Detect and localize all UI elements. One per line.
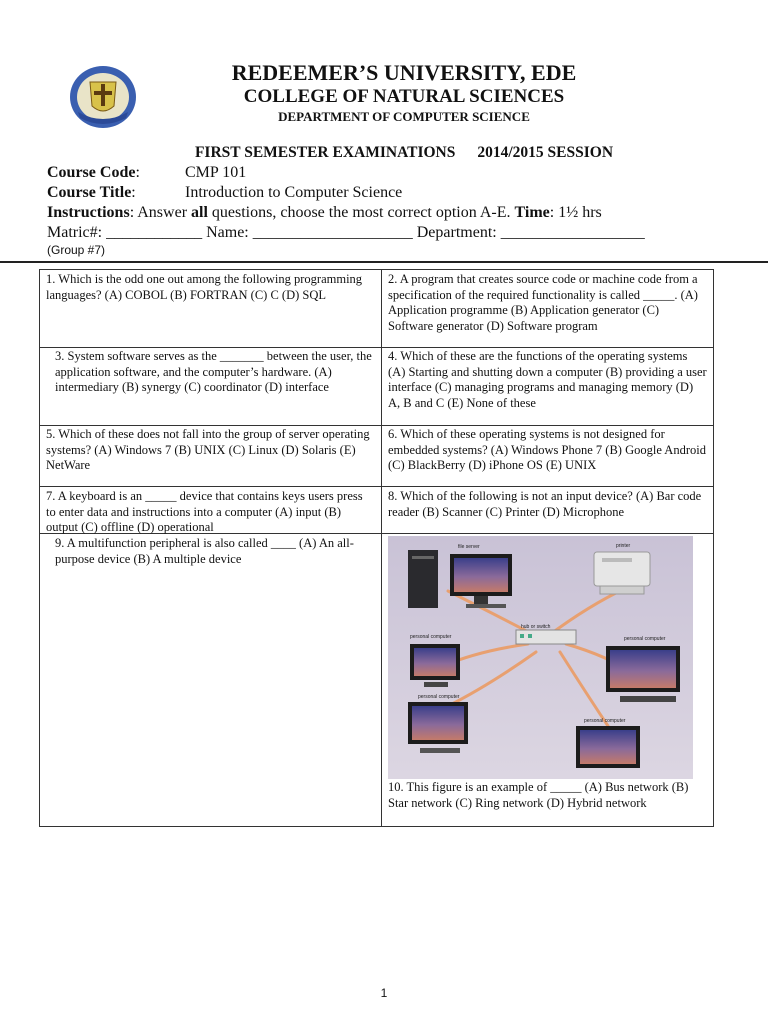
exam-session: 2014/2015 SESSION xyxy=(477,144,614,161)
course-title-line: Course Title: Introduction to Computer Science xyxy=(47,184,403,201)
page-number: 1 xyxy=(380,986,388,1000)
question-3: 3. System software serves as the _______ between the user, the application software, and the computer’s hardware. (A) intermediary (B) synergy (C) coordinator (D) interface xyxy=(55,349,372,394)
exam-title xyxy=(20,144,768,162)
header-rule xyxy=(0,261,768,263)
student-info-line: Matric#: ____________ Name: ____________________ Department: __________________ xyxy=(47,224,645,241)
time-label: Time xyxy=(514,204,550,221)
instructions-label: Instructions xyxy=(47,204,130,221)
figure-label-pc-4: personal computer xyxy=(584,718,626,724)
course-code-value: CMP 101 xyxy=(185,164,247,181)
college-name: COLLEGE OF NATURAL SCIENCES xyxy=(243,86,565,107)
figure-label-pc-1: personal computer xyxy=(410,634,452,640)
question-6: 6. Which of these operating systems is not designed for embedded systems? (A) Windows Phone 7 (B) Google Android (C) BlackBerry (D) iPhone OS (E) UNIX xyxy=(388,427,706,472)
question-8: 8. Which of the following is not an input device? (A) Bar code reader (B) Scanner (C) Printer (D) Microphone xyxy=(388,489,702,519)
row-divider xyxy=(39,486,714,487)
table-border-top xyxy=(39,269,714,270)
group-label: (Group #7) xyxy=(47,243,106,257)
question-1: 1. Which is the odd one out among the following programming languages? (A) COBOL (B) FORTRAN (C) C (D) SQL xyxy=(46,272,363,302)
question-5: 5. Which of these does not fall into the group of server operating systems? (A) Windows 7 (B) UNIX (C) Linux (D) Solaris (E) NetWare xyxy=(46,427,370,472)
star-network-figure xyxy=(388,536,693,779)
question-4: 4. Which of these are the functions of the operating systems (A) Starting and shutting down a computer (B) providing a user interface (C) managing programs and managing memory (D) A, B and C (E) None of these xyxy=(388,349,707,410)
table-border-middle xyxy=(381,269,382,827)
figure-label-hub: hub or switch xyxy=(521,624,551,630)
figure-label-pc-2: personal computer xyxy=(624,636,666,642)
university-name: REDEEMER’S UNIVERSITY, EDE xyxy=(231,60,577,85)
exam-name: FIRST SEMESTER EXAMINATIONS xyxy=(194,144,456,161)
figure-label-file-server: file server xyxy=(458,544,480,550)
question-10: 10. This figure is an example of _____ (A) Bus network (B) Star network (C) Ring network (D) Hybrid network xyxy=(388,780,689,810)
table-border-bottom xyxy=(39,826,714,827)
course-code-label: Course Code xyxy=(47,164,136,181)
course-title-value: Introduction to Computer Science xyxy=(185,184,403,201)
table-border-left xyxy=(39,269,40,827)
table-border-right xyxy=(713,269,714,827)
instructions-line: Instructions: Answer all questions, choose the most correct option A-E. Time: 1½ hrs xyxy=(47,204,602,221)
course-title-label: Course Title xyxy=(47,184,132,201)
time-value: : 1½ hrs xyxy=(549,204,602,221)
question-7: 7. A keyboard is an _____ device that contains keys users press to enter data and instructions into a computer (A) input (B) output (C) offline (D) operational xyxy=(46,489,363,534)
figure-label-printer: printer xyxy=(616,543,631,549)
question-9: 9. A multifunction peripheral is also called ____ (A) An all-purpose device (B) A multiple device xyxy=(55,536,354,566)
department-name: DEPARTMENT OF COMPUTER SCIENCE xyxy=(278,109,530,124)
question-2: 2. A program that creates source code or machine code from a specification of the required functionality is called _____. (A) Application programme (B) Application generator (C) Software generator (D) Software program xyxy=(388,272,698,333)
course-code-line: Course Code: CMP 101 xyxy=(47,164,247,181)
figure-label-pc-3: personal computer xyxy=(418,694,460,700)
